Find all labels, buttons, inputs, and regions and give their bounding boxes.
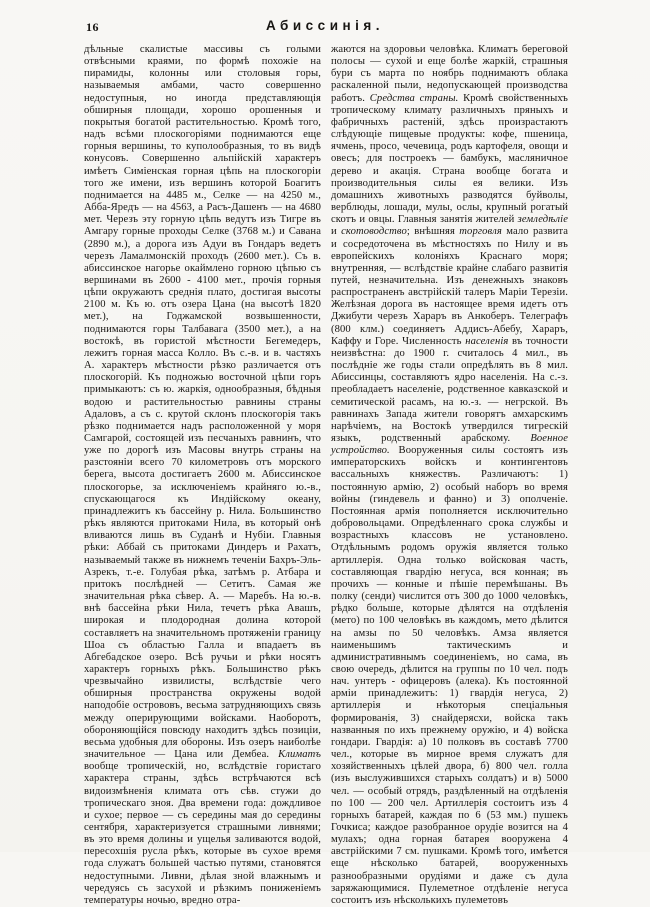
page-header xyxy=(84,18,566,36)
section-heading-inline: торговля xyxy=(459,226,502,238)
body-text-segment: дѣльные скалистые массивы съ голыми отвѣсными краями, по формѣ похожіе на пирамиды, колонны или столовыя горы, называемыя амбами, часто совершенно недоступныя, но иногда представляющія обширныя площади, хорошо орошенныя и покрытыя богатой растительностью. Кромѣ того, надъ всѣми плоскогоріями поднимаются еще горныя вершины, то куполообразныя, то въ видѣ конусовъ. Совершенно альпійскій характеръ имѣетъ Симіенская горная цѣпь на плоскогоріи того же имени, изъ вершинъ которой Боагитъ поднимается на 4485 м., Селке — на 4250 м., Абба-Яредъ — на 4563, а Расъ-Дашенъ — на 4680 мет. Черезъ эту горную цѣпь ведутъ изъ Тигре въ Амгару горные проходы Селке (3768 м.) и Савана (2890 м.), а дорога изъ Адуи въ Гондаръ ведетъ черезъ Ламалмонскій проходъ (2600 мет.). Съ в. абиссинское нагорье окаймлено горною цѣпью съ вершинами въ 2600 - 4100 мет., прочія горныя цѣпи окружаютъ среднія плато, достигая высоты 2100 м. Къ ю. отъ озера Цана (на высотѣ 1820 мет.), на Годжамской возвышенности, поднимаются горы Талбавага (3500 мет.), а на востокѣ, въ гористой мѣстности Бегемедеръ, лежитъ горная масса Колло. Въ с.-в. и в. частяхъ А. характеръ мѣстности рѣзко различается отъ плоскогорій. Къ подножью восточной цѣпи горъ примыкаютъ: съ ю. жаркія, однообразныя, бѣдныя водою и растительностью равнины страны Адаловъ, а съ с. крутой склонъ плоскогорія такъ рѣзко поднимается надъ расположенной у моря Самгарой, состоящей изъ песчаныхъ равнинъ, что уже по дорогѣ изъ Масовы внутрь страны на разстояніи всего 70 километровъ отъ морского берега, высота достигаетъ 2600 м. Абиссинское плоскогорье, за исключеніемъ крайняго ю.-в., спускающагося къ Индійскому океану, принадлежитъ къ бассейну р. Нила. Большинство рѣкъ являются притоками Нила, въ который онѣ вливаются лишь въ Суданѣ и Нубіи. Главныя рѣки: Аббай съ притоками Диндеръ и Рахатъ, называемый также въ нижнемъ теченіи Бахръ-Эль-Азрекъ, т.-е. Голубая рѣка, затѣмъ р. Атбара и притокъ послѣдней — Сетитъ. Самая же значительная рѣка сѣвер. А. — Маребъ. На ю.-в. внѣ бассейна рѣки Нила, течетъ рѣка Авашъ, широкая и плодородная долина которой составляетъ на значительномъ протяженіи границу Шоа съ областью Галла и впадаетъ въ Абгебадское озеро. Всѣ ручьи и рѣки носятъ характеръ горныхъ рѣкъ. Большинство рѣкъ чрезвычайно извилисты, вслѣдствіе чего обширныя пространства окружены водой наподобіе острововъ, весьма затрудняющихъ связь между оперирующими войсками. Наоборотъ, обороняющійся повсюду находитъ здѣсь позиціи, весьма удобныя для обороны. Изъ озеръ наиболѣе значительное — Цана или Дембеа. xyxy=(84,44,321,761)
text-column-left xyxy=(84,44,321,907)
section-heading-inline: населенія xyxy=(465,335,509,347)
section-heading-inline: земледѣліе xyxy=(517,214,568,226)
body-text-segment: вообще тропическій, но, вслѣдствіе гористаго характера страны, здѣсь встрѣчаются всѣ видоизмѣненія климата отъ сѣв. стужи до тропическаго зноя. Два времени года: дождливое и сухое; первое — съ середины мая до середины сентября, характеризуется страшными ливнями; въ это время долины и ущелья заливаются водой, пересохшія русла рѣкъ, которые въ сухое время года служатъ большей частью путями, становятся недоступными. Ливни, дѣлая зной влажнымъ и чередуясь съ засухой и рѣзкимъ пониженіемъ температуры ночью, вредно отра- xyxy=(84,761,321,906)
section-heading-inline: Военное устройство. xyxy=(331,433,568,457)
body-text-segment: Кромѣ свойственныхъ тропическому климату различныхъ пряныхъ и фабричныхъ растеній, здѣсь произрастаютъ слѣдующіе пищевые продукты: кофе, пшеница, ячмень, просо, чечевица, родъ картофеля, овощи и овесъ; для построекъ — бамбукъ, масляничное дерево и акація. Страна вообще богата и производительныя силы ея велики. Изъ домашнихъ животныхъ разводятся буйволы, верблюды, лошади, мулы, ослы, крупный рогатый скотъ и овцы. Главныя занятія жителей xyxy=(331,92,568,226)
body-text-segment: Вооруженныя силы состоятъ изъ императорскихъ войскъ и контингентовъ вассальныхъ княжествъ. Различаютъ: 1) постоянную армію, 2) особый наборъ во время войны (гиндевель и фанно) и 3) ополченіе. Постоянная армія пополняется исключительно добровольцами. Опредѣленнаго срока службы и возрастныхъ классовъ не установлено. Отдѣльнымъ родомъ оружія является только артиллерія. Одна только войсковая часть, составляющая гвардію негуса, вся конная; въ прочихъ — конные и пѣшіе перемѣшаны. Въ полку (сенди) числится отъ 300 до 1000 человѣкъ, рѣдко больше, которые дѣлятся на отдѣленія (мето) по 100 человѣкъ въ каждомъ, мето дѣлится на амзы по 50 человѣкъ. Амза является наименьшимъ тактическимъ и административнымъ соединеніемъ, но сама, въ свою очередь, дѣлится на группы по 10 чел. подъ нач. унтеръ - офицеровъ (алека). Къ постоянной арміи принадлежитъ: 1) гвардія негуса, 2) артиллерія и нѣкоторыя спеціальныя формированія, 3) снайдерясхи, войска такъ названныя по ихъ прежнему оружію, и 4) войска гондари. Гвардія: а) 10 полковъ въ составѣ 7700 чел., которые въ мирное время служатъ для хозяйственныхъ цѣлей двора, б) 800 чел. голла (изъ выслужившихся старыхъ солдатъ) и в) 5000 чел. — особый отрядъ, раздѣленный на отдѣленія по 100 — 200 чел. Артиллерія состоитъ изъ 4 горныхъ батарей, каждая по 6 (53 мм.) пушекъ Гочкиса; каждое разобранное орудіе возится на 4 мулахъ; одна горная батарея вооружена 4 австрійскими 7 см. пушками. Кромѣ того, имѣется еще нѣсколько батарей, вооруженныхъ разнообразными орудіями и даже съ дула заряжающимися. Пулеметное отдѣленіе негуса состоитъ изъ нѣсколькихъ пулеметовъ xyxy=(331,445,568,906)
section-heading-inline: скотоводство xyxy=(341,226,407,238)
body-text-segment: въ точности неизвѣстна: до 1900 г. считалось 4 мил., въ послѣдніе же годы стали опредѣлять въ 8 мил. Абиссинцы, составляютъ ядро населенія. На с.-з. преобладаетъ населеніе, родственное кавказской и семитической расамъ, на ю.-з. — негрской. Въ равнинахъ Запада жители говорятъ амхарскимъ нарѣчіемъ, на Востокѣ утвердился тигрескій языкъ, родственный арабскому. xyxy=(331,335,568,444)
page-number: 16 xyxy=(86,20,99,34)
body-text-segment: ; внѣшняя xyxy=(406,226,460,238)
section-heading-inline: Климатъ xyxy=(278,749,321,761)
body-text-segment: мало развита и сосредоточена въ мѣстностяхъ по Нилу и въ европейскихъ колоніяхъ Краснаго моря; внутренняя, — вслѣдствіе крайне слабаго развитія путей, незначительна. Изъ денежныхъ знаковъ распространенъ австрійскій талеръ Маріи Терезіи. Желѣзная дорога въ настоящее время идетъ отъ Джибути черезъ Хараръ въ Анкоберъ. Телеграфъ (800 клм.) соединяетъ Аддисъ-Абебу, Хараръ, Каффу и Горе. Численность xyxy=(331,226,569,347)
running-title: Абиссинія. xyxy=(265,18,385,33)
text-columns xyxy=(84,44,568,907)
section-heading-inline: Средства страны. xyxy=(369,92,459,104)
body-text-segment: и xyxy=(331,226,342,238)
text-column-right xyxy=(331,44,568,907)
body-text-segment: жаются на здоровьи человѣка. Климатъ береговой полосы — сухой и еще болѣе жаркій, страшныя бури съ марта по ноябрь поднимаютъ облака раскаленной пыли, недопускающей производства работъ. xyxy=(331,44,568,104)
